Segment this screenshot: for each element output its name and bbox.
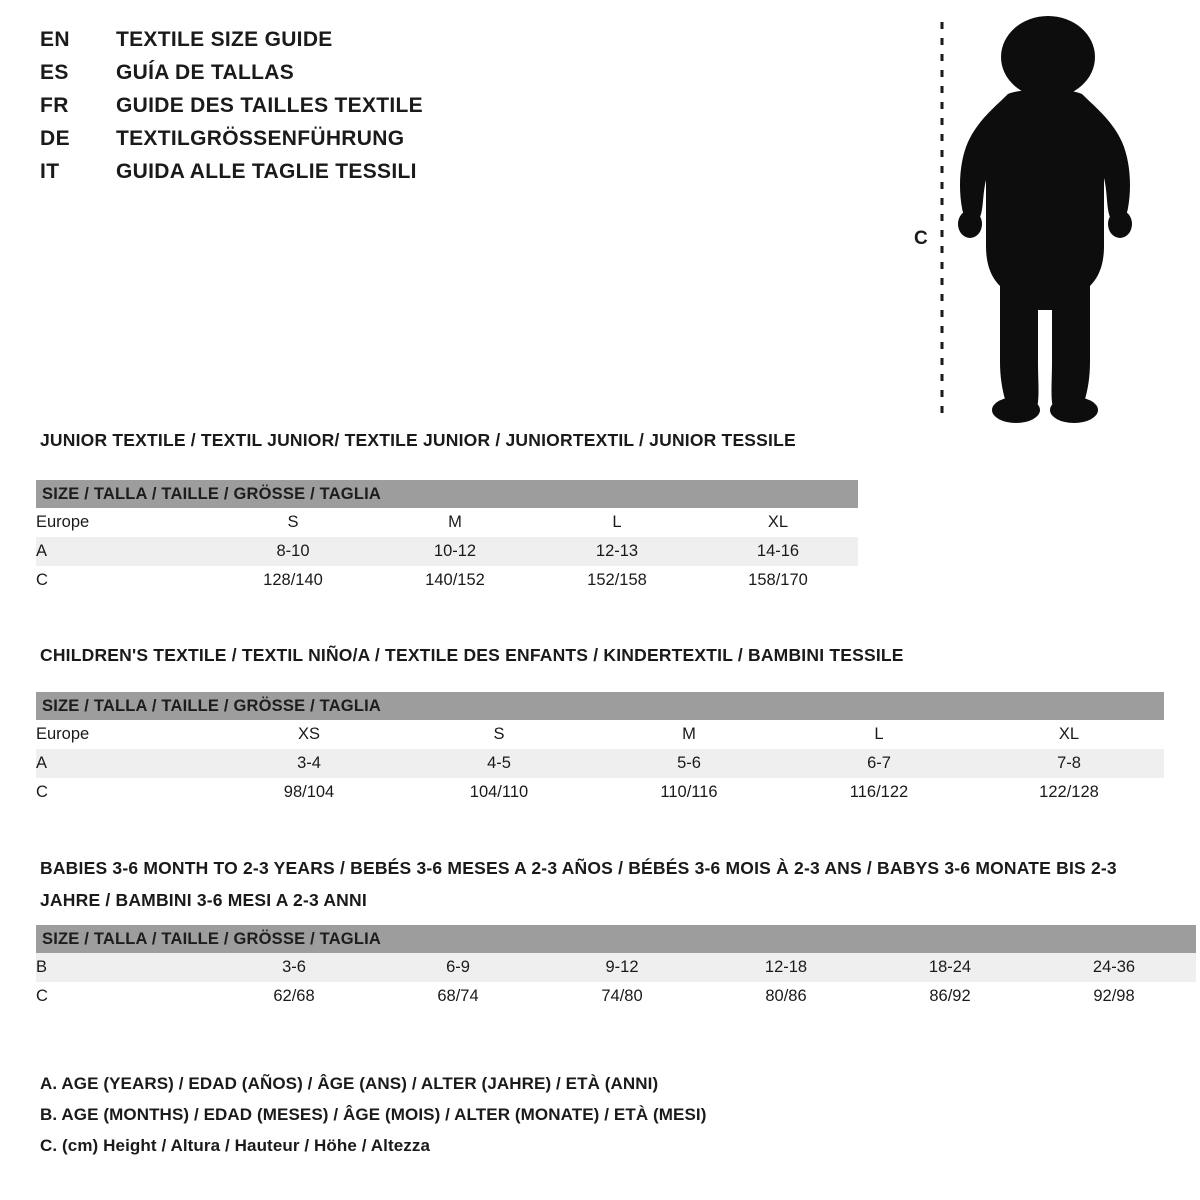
language-code: ES (40, 61, 69, 84)
language-code: IT (40, 160, 60, 183)
cell-value: 110/116 (594, 778, 784, 807)
cell-value: 5-6 (594, 749, 784, 778)
band-label: SIZE / TALLA / TAILLE / GRÖSSE / TAGLIA (36, 925, 1196, 953)
language-row (40, 160, 660, 193)
cell-value: 24-36 (1032, 953, 1196, 982)
language-row (40, 61, 660, 94)
table-row (36, 537, 858, 566)
language-title: TEXTILGRÖSSENFÜHRUNG (116, 127, 405, 150)
language-code: DE (40, 127, 70, 150)
band-label: SIZE / TALLA / TAILLE / GRÖSSE / TAGLIA (36, 480, 858, 508)
row-label: Europe (36, 508, 212, 537)
language-row (40, 127, 660, 160)
cell-value: 8-10 (212, 537, 374, 566)
cell-value: 3-4 (214, 749, 404, 778)
cell-value: 3-6 (212, 953, 376, 982)
cell-value: 12-13 (536, 537, 698, 566)
language-title: TEXTILE SIZE GUIDE (116, 28, 333, 51)
column-header: M (594, 720, 784, 749)
table-band-header (36, 925, 1196, 953)
band-label: SIZE / TALLA / TAILLE / GRÖSSE / TAGLIA (36, 692, 1164, 720)
row-label: C (36, 982, 212, 1011)
cell-value: 9-12 (540, 953, 704, 982)
child-silhouette-icon (900, 10, 1170, 430)
cell-value: 140/152 (374, 566, 536, 595)
column-header: XS (214, 720, 404, 749)
column-header: S (212, 508, 374, 537)
cell-value: 92/98 (1032, 982, 1196, 1011)
table-row (36, 720, 1164, 749)
cell-value: 4-5 (404, 749, 594, 778)
table-row (36, 508, 858, 537)
cell-value: 128/140 (212, 566, 374, 595)
table-row (36, 953, 1196, 982)
language-code: FR (40, 94, 69, 117)
language-title: GUIDA ALLE TAGLIE TESSILI (116, 160, 417, 183)
cell-value: 12-18 (704, 953, 868, 982)
language-title: GUÍA DE TALLAS (116, 61, 295, 84)
language-row (40, 94, 660, 127)
cell-value: 74/80 (540, 982, 704, 1011)
cell-value: 98/104 (214, 778, 404, 807)
junior-size-table (36, 480, 858, 595)
babies-size-table (36, 925, 1196, 1011)
children-size-table (36, 692, 1164, 807)
table-band-header (36, 692, 1164, 720)
row-label: B (36, 953, 212, 982)
cell-value: 68/74 (376, 982, 540, 1011)
cell-value: 104/110 (404, 778, 594, 807)
language-title: GUIDE DES TAILLES TEXTILE (116, 94, 423, 117)
row-label: C (36, 778, 214, 807)
cell-value: 80/86 (704, 982, 868, 1011)
figure-measure-label: C (914, 228, 928, 249)
row-label: Europe (36, 720, 214, 749)
cell-value: 86/92 (868, 982, 1032, 1011)
cell-value: 18-24 (868, 953, 1032, 982)
language-header (40, 28, 660, 193)
column-header: XL (974, 720, 1164, 749)
table-row (36, 749, 1164, 778)
column-header: L (536, 508, 698, 537)
legend-line-c: C. (cm) Height / Altura / Hauteur / Höhe / Altezza (40, 1136, 431, 1155)
table-row (36, 982, 1196, 1011)
column-header: M (374, 508, 536, 537)
cell-value: 6-7 (784, 749, 974, 778)
row-label: A (36, 537, 212, 566)
column-header: XL (698, 508, 858, 537)
cell-value: 7-8 (974, 749, 1164, 778)
measurement-figure (900, 10, 1170, 430)
row-label: A (36, 749, 214, 778)
language-code: EN (40, 28, 70, 51)
section-title-babies: BABIES 3-6 MONTH TO 2-3 YEARS / BEBÉS 3-6 MESES A 2-3 AÑOS / BÉBÉS 3-6 MOIS À 2-3 ANS / BABYS 3-6 MONATE BIS 2-3 JAHRE / BAMBINI 3-6 MESI A 2-3 ANNI (40, 858, 1117, 910)
cell-value: 122/128 (974, 778, 1164, 807)
language-row (40, 28, 660, 61)
cell-value: 158/170 (698, 566, 858, 595)
legend (40, 1068, 1040, 1161)
legend-line-a: A. AGE (YEARS) / EDAD (AÑOS) / ÂGE (ANS) / ALTER (JAHRE) / ETÀ (ANNI) (40, 1074, 659, 1093)
row-label: C (36, 566, 212, 595)
column-header: L (784, 720, 974, 749)
cell-value: 6-9 (376, 953, 540, 982)
table-row (36, 566, 858, 595)
legend-line-b: B. AGE (MONTHS) / EDAD (MESES) / ÂGE (MOIS) / ALTER (MONATE) / ETÀ (MESI) (40, 1105, 707, 1124)
column-header: S (404, 720, 594, 749)
section-title-children: CHILDREN'S TEXTILE / TEXTIL NIÑO/A / TEXTILE DES ENFANTS / KINDERTEXTIL / BAMBINI TESSILE (40, 645, 904, 665)
cell-value: 62/68 (212, 982, 376, 1011)
table-band-header (36, 480, 858, 508)
cell-value: 152/158 (536, 566, 698, 595)
cell-value: 14-16 (698, 537, 858, 566)
table-row (36, 778, 1164, 807)
cell-value: 116/122 (784, 778, 974, 807)
section-title-junior: JUNIOR TEXTILE / TEXTIL JUNIOR/ TEXTILE JUNIOR / JUNIORTEXTIL / JUNIOR TESSILE (40, 430, 796, 450)
cell-value: 10-12 (374, 537, 536, 566)
